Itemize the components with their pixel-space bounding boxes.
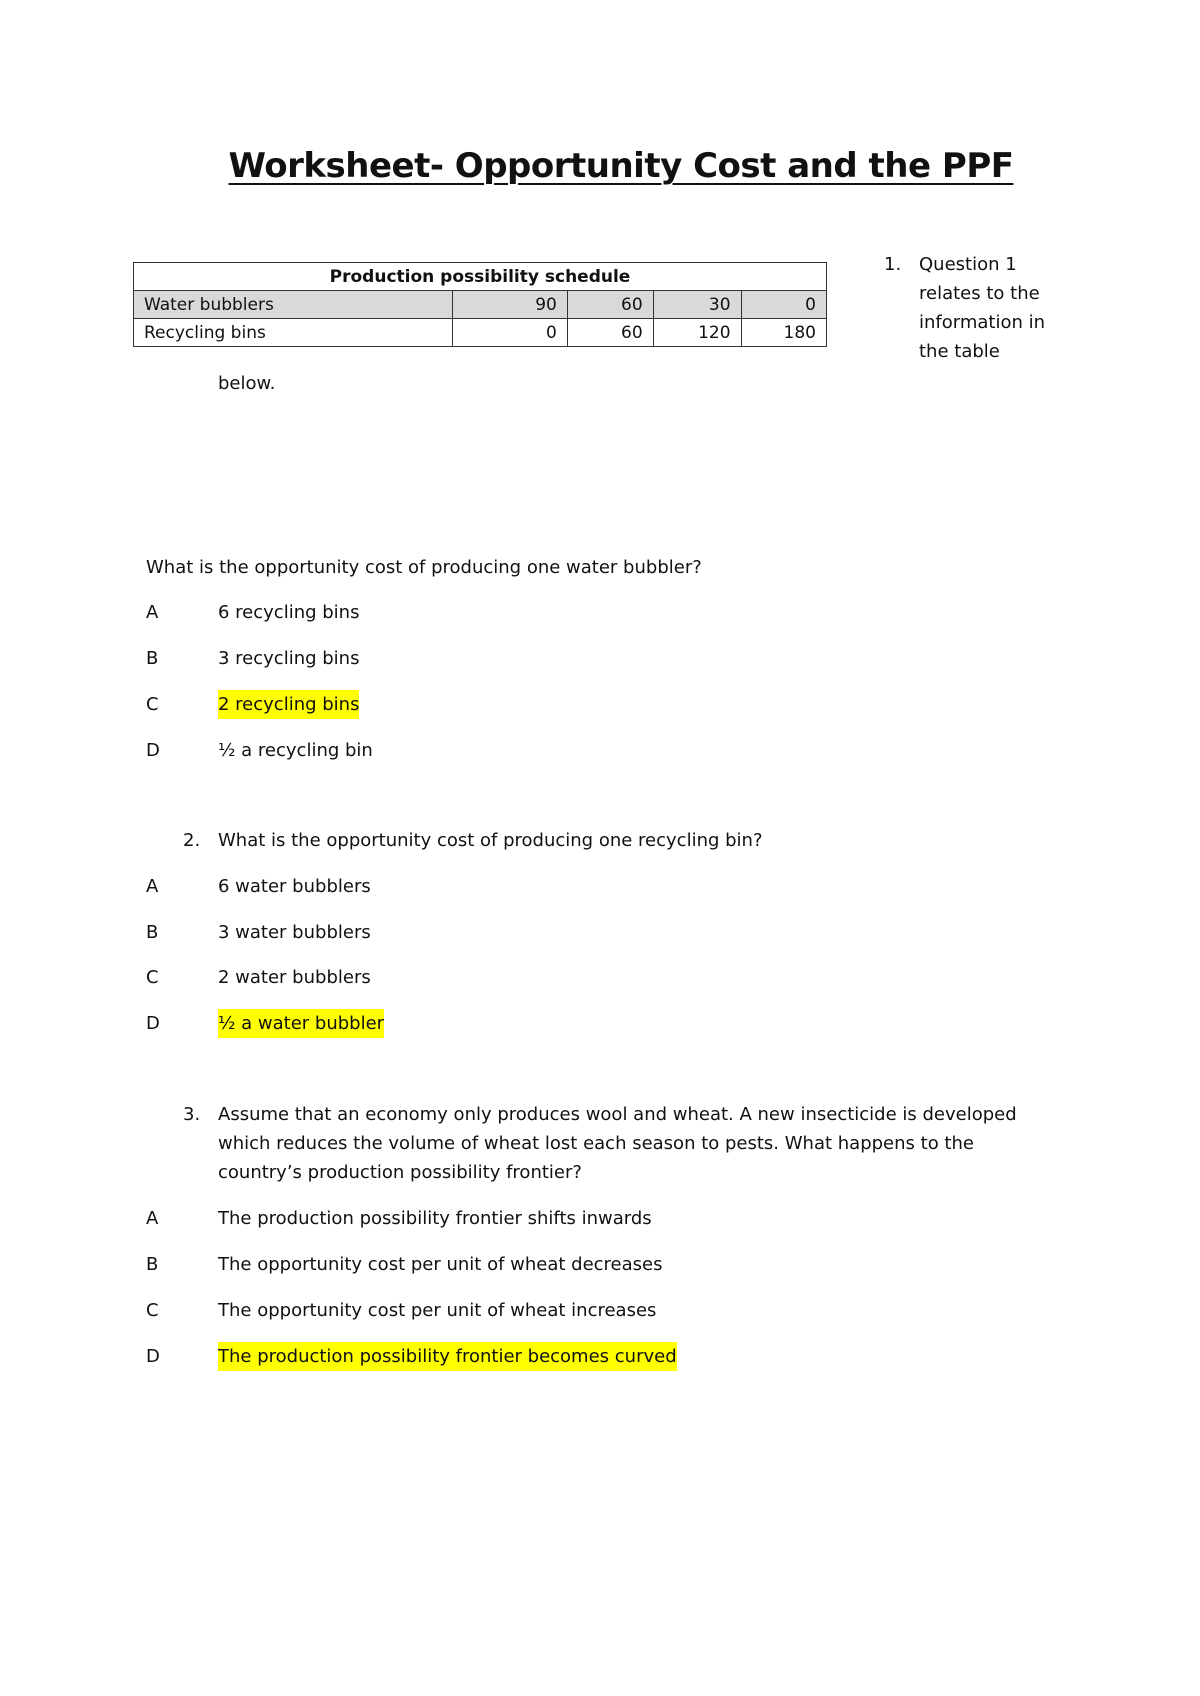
intro-continuation: below. [218,373,276,394]
q3-option-letter: B [146,1254,159,1275]
table-row [134,319,827,347]
q2-option-letter: A [146,876,159,897]
q3-prompt-line: Assume that an economy only produces wool and wheat. A new insecticide is developed [218,1104,1017,1125]
q3-prompt-line: which reduces the volume of wheat lost each season to pests. What happens to the [218,1133,974,1154]
intro-line: Question 1 [919,254,1017,275]
q1-option-b: 3 recycling bins [218,648,360,669]
page-title: Worksheet- Opportunity Cost and the PPF [228,146,1014,186]
table-cell: 180 [741,319,826,347]
q1-prompt: What is the opportunity cost of producing one water bubbler? [146,557,702,578]
q3-number: 3. [183,1104,201,1125]
list-number: 1. [884,254,902,275]
table-cell: 90 [452,291,567,319]
q2-option-a: 6 water bubblers [218,876,371,897]
q1-option-letter: B [146,648,159,669]
q2-option-c: 2 water bubblers [218,967,371,988]
intro-line: relates to the [919,283,1040,304]
intro-text [919,250,1059,366]
q3-option-c: The opportunity cost per unit of wheat increases [218,1300,657,1321]
row-label: Water bubblers [134,291,453,319]
q1-option-c-highlighted: 2 recycling bins [218,690,359,719]
q1-option-letter: A [146,602,159,623]
q2-option-d-highlighted: ½ a water bubbler [218,1009,384,1038]
q3-option-letter: A [146,1208,159,1229]
q1-option-letter: C [146,694,159,715]
q2-number: 2. [183,830,201,851]
q2-prompt: What is the opportunity cost of producing one recycling bin? [218,830,763,851]
production-possibility-table [133,262,827,347]
q3-option-d-highlighted: The production possibility frontier becomes curved [218,1342,677,1371]
table-cell: 30 [653,291,741,319]
row-label: Recycling bins [134,319,453,347]
intro-line: information in [919,312,1046,333]
table-row [134,291,827,319]
q2-option-letter: C [146,967,159,988]
q3-option-letter: D [146,1346,160,1367]
q3-prompt-line: country’s production possibility frontier? [218,1162,582,1183]
table-caption: Production possibility schedule [134,263,827,291]
table-cell: 0 [741,291,826,319]
q3-option-b: The opportunity cost per unit of wheat decreases [218,1254,663,1275]
intro-line: the table [919,341,1000,362]
q2-option-letter: D [146,1013,160,1034]
q3-option-a: The production possibility frontier shifts inwards [218,1208,652,1229]
table-cell: 120 [653,319,741,347]
q1-option-d: ½ a recycling bin [218,740,373,761]
table-cell: 60 [567,319,653,347]
q2-option-b: 3 water bubblers [218,922,371,943]
q1-option-letter: D [146,740,160,761]
q1-option-a: 6 recycling bins [218,602,360,623]
table-cell: 0 [452,319,567,347]
table-cell: 60 [567,291,653,319]
table-caption-row [134,263,827,291]
q3-option-letter: C [146,1300,159,1321]
q2-option-letter: B [146,922,159,943]
